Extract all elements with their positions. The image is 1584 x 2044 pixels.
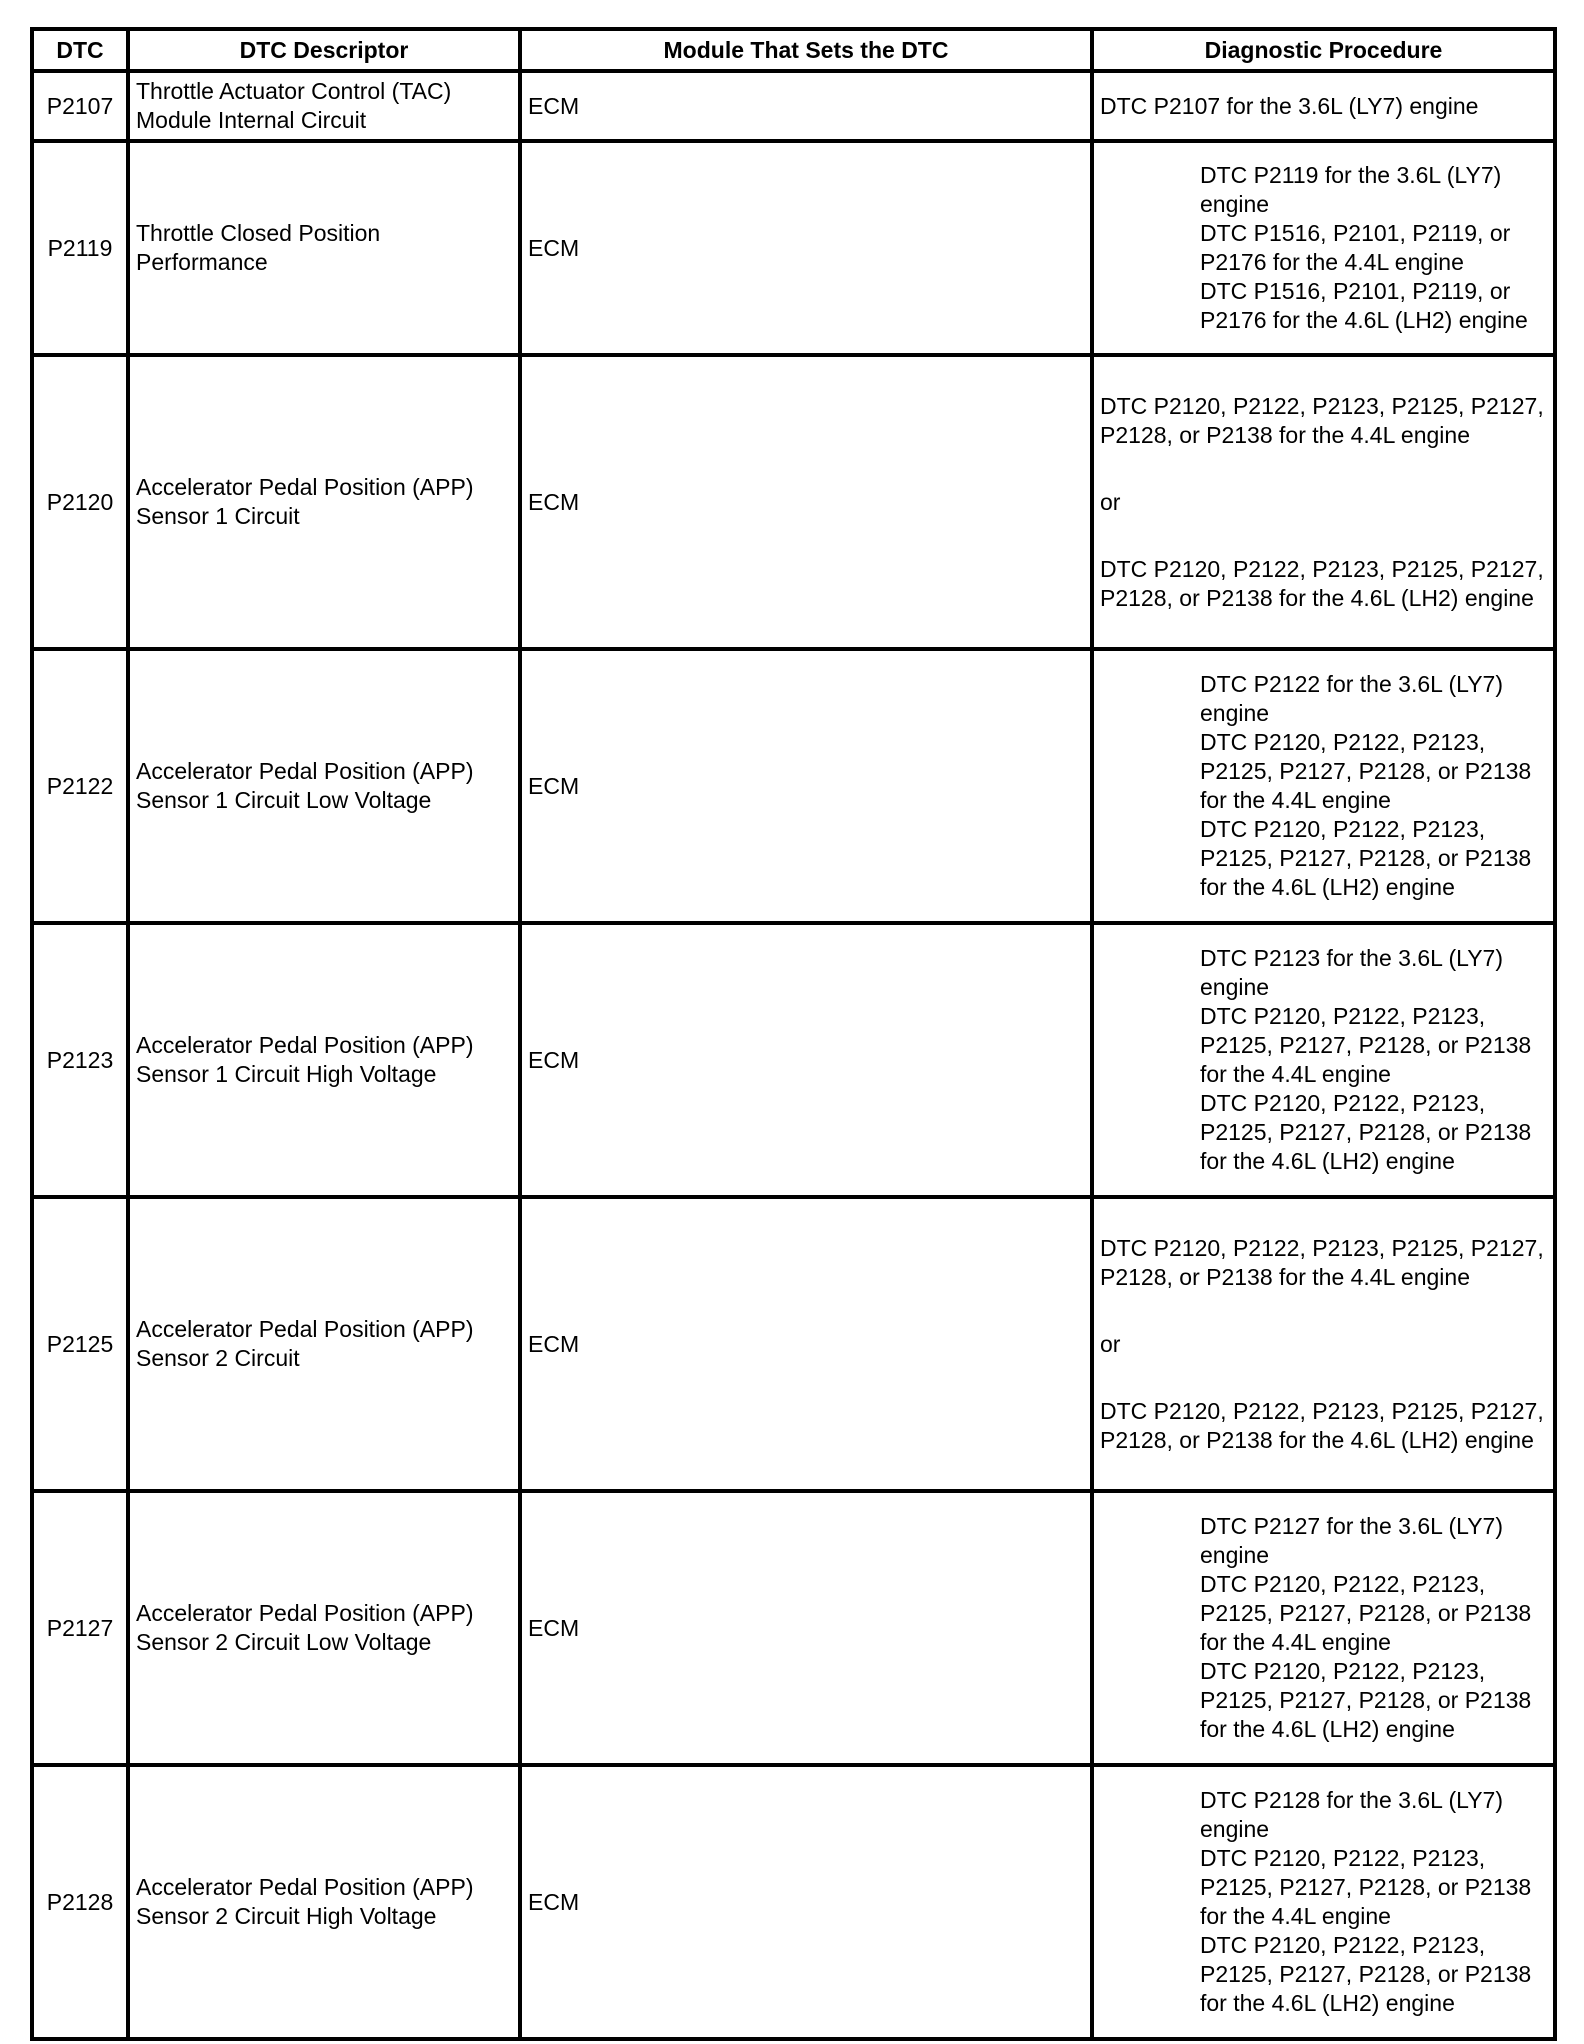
module-cell: ECM	[520, 1491, 1092, 1765]
dtc-descriptor-cell	[128, 923, 520, 1197]
procedure-cell	[1092, 355, 1555, 649]
procedure-cell	[1092, 923, 1555, 1197]
procedure-text: DTC P2107 for the 3.6L (LY7) engine	[1100, 92, 1479, 119]
procedure-cell	[1092, 1491, 1555, 1765]
dtc-code-cell: P2119	[32, 141, 128, 355]
dtc-code-cell: P2128	[32, 1765, 128, 2039]
dtc-code-cell: P2107	[32, 71, 128, 141]
procedure-list	[1100, 670, 1547, 902]
header-procedure: Diagnostic Procedure	[1092, 29, 1555, 71]
descriptor-line: Accelerator Pedal Position (APP)	[136, 758, 474, 784]
procedure-cell	[1092, 71, 1555, 141]
table-row	[32, 1491, 1555, 1765]
table-row	[32, 1197, 1555, 1491]
procedure-or: or	[1100, 1330, 1121, 1357]
procedure-spacer	[1100, 517, 1547, 555]
table-row	[32, 649, 1555, 923]
dtc-descriptor-cell	[128, 355, 520, 649]
header-module: Module That Sets the DTC	[520, 29, 1092, 71]
dtc-code-cell: P2120	[32, 355, 128, 649]
table-body	[32, 71, 1555, 2039]
procedure-list	[1100, 1786, 1547, 2018]
procedure-list-item: DTC P2120, P2122, P2123, P2125, P2127, P2128, or P2138 for the 4.6L (LH2) engine	[1200, 1932, 1532, 2016]
descriptor-line: Throttle Actuator Control (TAC)	[136, 78, 452, 104]
procedure-list-item: DTC P2120, P2122, P2123, P2125, P2127, P2128, or P2138 for the 4.6L (LH2) engine	[1200, 816, 1532, 900]
procedure-cell	[1092, 649, 1555, 923]
dtc-descriptor-cell	[128, 1765, 520, 2039]
dtc-code-cell: P2123	[32, 923, 128, 1197]
table-row	[32, 355, 1555, 649]
procedure-text: DTC P2120, P2122, P2123, P2125, P2127, P2128, or P2138 for the 4.6L (LH2) engine	[1100, 555, 1544, 611]
descriptor-line: Sensor 1 Circuit High Voltage	[136, 1061, 437, 1087]
procedure-list-item: DTC P2120, P2122, P2123, P2125, P2127, P2128, or P2138 for the 4.4L engine	[1200, 1571, 1532, 1655]
dtc-code-cell: P2122	[32, 649, 128, 923]
descriptor-line: Sensor 2 Circuit	[136, 1345, 300, 1371]
module-cell: ECM	[520, 1765, 1092, 2039]
descriptor-line: Sensor 1 Circuit	[136, 503, 300, 529]
dtc-descriptor-cell	[128, 1197, 520, 1491]
header-row	[32, 29, 1555, 71]
table-row	[32, 71, 1555, 141]
descriptor-line: Accelerator Pedal Position (APP)	[136, 1874, 474, 1900]
procedure-list-item: DTC P2120, P2122, P2123, P2125, P2127, P2128, or P2138 for the 4.4L engine	[1200, 729, 1532, 813]
descriptor-line: Module Internal Circuit	[136, 107, 367, 133]
procedure-list	[1100, 944, 1547, 1176]
procedure-spacer	[1100, 1292, 1547, 1330]
dtc-descriptor-cell	[128, 649, 520, 923]
procedure-cell	[1092, 1197, 1555, 1491]
procedure-text: DTC P2120, P2122, P2123, P2125, P2127, P2128, or P2138 for the 4.4L engine	[1100, 1234, 1544, 1290]
procedure-list-item: DTC P2120, P2122, P2123, P2125, P2127, P2128, or P2138 for the 4.6L (LH2) engine	[1200, 1658, 1532, 1742]
procedure-spacer	[1100, 1359, 1547, 1397]
procedure-list-item: DTC P1516, P2101, P2119, or P2176 for the 4.4L engine	[1200, 220, 1511, 275]
procedure-text: DTC P2120, P2122, P2123, P2125, P2127, P2128, or P2138 for the 4.6L (LH2) engine	[1100, 1397, 1544, 1453]
module-cell: ECM	[520, 355, 1092, 649]
dtc-code-cell: P2125	[32, 1197, 128, 1491]
procedure-list-item: DTC P2119 for the 3.6L (LY7) engine	[1200, 162, 1502, 217]
dtc-descriptor-cell	[128, 71, 520, 141]
procedure-text: DTC P2120, P2122, P2123, P2125, P2127, P2128, or P2138 for the 4.4L engine	[1100, 392, 1544, 448]
descriptor-line: Accelerator Pedal Position (APP)	[136, 1316, 474, 1342]
descriptor-line: Accelerator Pedal Position (APP)	[136, 1032, 474, 1058]
descriptor-line: Throttle Closed Position	[136, 220, 381, 246]
dtc-descriptor-cell	[128, 141, 520, 355]
procedure-list-item: DTC P2120, P2122, P2123, P2125, P2127, P2128, or P2138 for the 4.6L (LH2) engine	[1200, 1090, 1532, 1174]
procedure-list-item: DTC P2120, P2122, P2123, P2125, P2127, P2128, or P2138 for the 4.4L engine	[1200, 1845, 1532, 1929]
header-dtc: DTC	[32, 29, 128, 71]
descriptor-line: Sensor 2 Circuit High Voltage	[136, 1903, 437, 1929]
procedure-list-item: DTC P2122 for the 3.6L (LY7) engine	[1200, 671, 1503, 726]
table-row	[32, 1765, 1555, 2039]
procedure-cell	[1092, 141, 1555, 355]
dtc-code-cell: P2127	[32, 1491, 128, 1765]
procedure-list-item: DTC P1516, P2101, P2119, or P2176 for the 4.6L (LH2) engine	[1200, 278, 1528, 333]
descriptor-line: Accelerator Pedal Position (APP)	[136, 474, 474, 500]
procedure-or: or	[1100, 488, 1121, 515]
procedure-list-item: DTC P2123 for the 3.6L (LY7) engine	[1200, 945, 1503, 1000]
descriptor-line: Performance	[136, 249, 268, 275]
descriptor-line: Sensor 1 Circuit Low Voltage	[136, 787, 432, 813]
descriptor-line: Accelerator Pedal Position (APP)	[136, 1600, 474, 1626]
procedure-list-item: DTC P2120, P2122, P2123, P2125, P2127, P2128, or P2138 for the 4.4L engine	[1200, 1003, 1532, 1087]
table-row	[32, 141, 1555, 355]
header-descriptor: DTC Descriptor	[128, 29, 520, 71]
dtc-descriptor-cell	[128, 1491, 520, 1765]
procedure-cell	[1092, 1765, 1555, 2039]
procedure-list-item: DTC P2128 for the 3.6L (LY7) engine	[1200, 1787, 1503, 1842]
procedure-list	[1100, 1512, 1547, 1744]
module-cell: ECM	[520, 649, 1092, 923]
module-cell: ECM	[520, 923, 1092, 1197]
module-cell: ECM	[520, 71, 1092, 141]
dtc-table	[30, 27, 1557, 2041]
procedure-list-item: DTC P2127 for the 3.6L (LY7) engine	[1200, 1513, 1503, 1568]
procedure-spacer	[1100, 450, 1547, 488]
descriptor-line: Sensor 2 Circuit Low Voltage	[136, 1629, 432, 1655]
module-cell: ECM	[520, 141, 1092, 355]
table-row	[32, 923, 1555, 1197]
module-cell: ECM	[520, 1197, 1092, 1491]
procedure-list	[1100, 161, 1547, 335]
